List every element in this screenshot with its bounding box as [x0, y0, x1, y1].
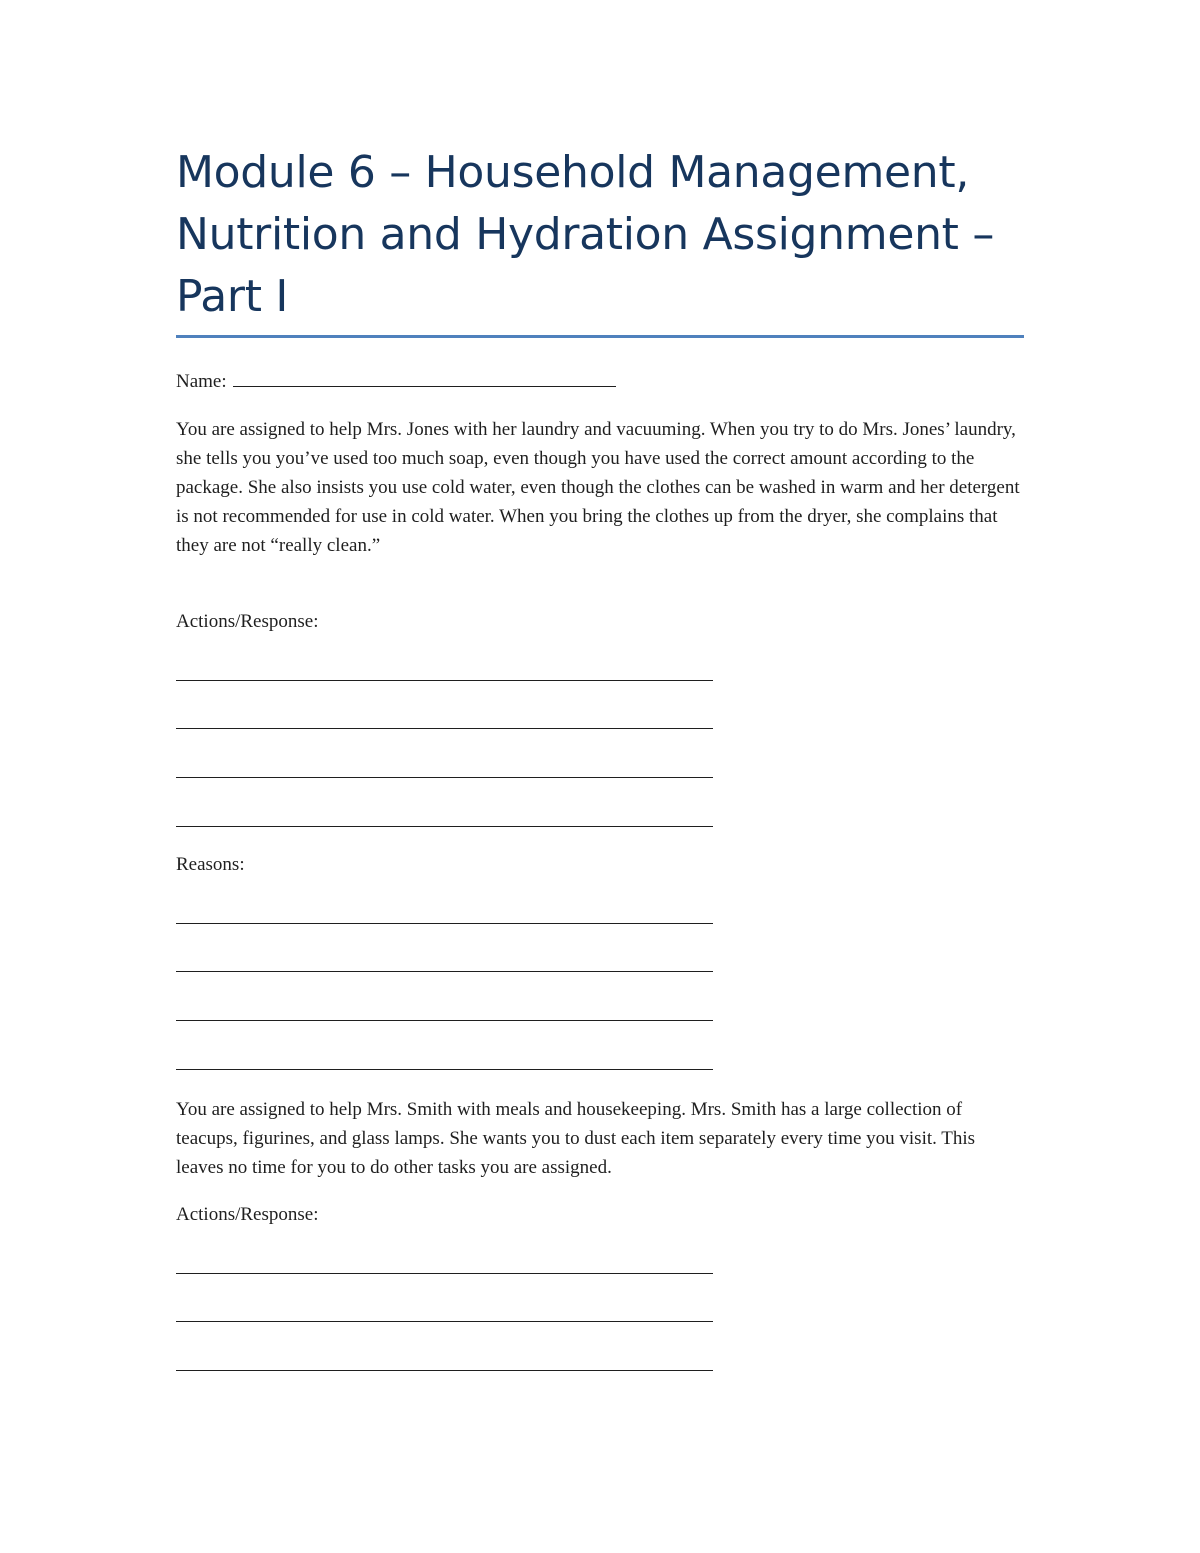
scenario-1-actions-line-2[interactable] [176, 728, 713, 729]
scenario-1-actions-line-1[interactable] [176, 680, 713, 681]
name-blank-line[interactable] [233, 368, 616, 387]
scenario-2-actions-line-2[interactable] [176, 1321, 713, 1322]
scenario-1-reasons-line-2[interactable] [176, 971, 713, 972]
name-label: Name: [176, 371, 227, 392]
document-title: Module 6 – Household Management, Nutrition and Hydration Assignment – Part I [176, 147, 995, 322]
scenario-1-actions-line-3[interactable] [176, 777, 713, 778]
scenario-1-reasons-line-1[interactable] [176, 923, 713, 924]
scenario-1-actions-label: Actions/Response: [176, 611, 319, 632]
scenario-1-reasons-line-4[interactable] [176, 1069, 713, 1070]
scenario-1-reasons-line-3[interactable] [176, 1020, 713, 1021]
scenario-1-paragraph: You are assigned to help Mrs. Jones with her laundry and vacuuming. When you try to do Mrs. Jones’ laundry, she tells you you’ve used too much soap, even though you have used the correct amount according to the package. She also insists you use cold water, even though the clothes can be washed in warm and her detergent is not recommended for use in cold water. When you bring the clothes up from the dryer, she complains that they are not “really clean.” [176, 419, 1020, 556]
scenario-2-actions-line-1[interactable] [176, 1273, 713, 1274]
scenario-2-actions-label: Actions/Response: [176, 1204, 319, 1225]
title-underline-rule [176, 335, 1024, 338]
scenario-1-reasons-label: Reasons: [176, 854, 245, 875]
scenario-1-actions-line-4[interactable] [176, 826, 713, 827]
scenario-2-paragraph: You are assigned to help Mrs. Smith with meals and housekeeping. Mrs. Smith has a large collection of teacups, figurines, and glass lamps. She wants you to dust each item separately every time you visit. This leaves no time for you to do other tasks you are assigned. [176, 1099, 976, 1178]
scenario-2-actions-line-3[interactable] [176, 1370, 713, 1371]
name-field-row [176, 368, 616, 396]
